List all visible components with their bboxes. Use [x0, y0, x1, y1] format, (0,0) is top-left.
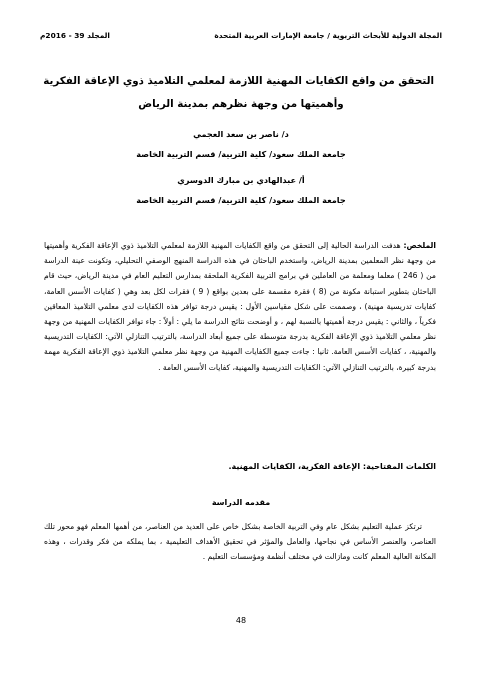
- author-name: د/ ناصر بن سعد العجمي: [193, 129, 289, 139]
- author-affiliation: جامعة الملك سعود/ كلية التربية/ قسم التربية الخاصة: [136, 149, 346, 159]
- keywords-text: الإعاقة الفكرية، الكفايات المهنية.: [228, 462, 361, 471]
- author-affiliation: جامعة الملك سعود/ كلية التربية/ قسم التربية الخاصة: [136, 195, 346, 205]
- volume-info: المجلد 39 - 2016م: [40, 31, 110, 40]
- keywords: [44, 462, 436, 471]
- journal-name: المجلة الدولية للأبحاث التربوية / جامعة الإمارات العربية المتحدة: [214, 31, 442, 40]
- intro-paragraph: ترتكز عملية التعليم بشكل عام وفي التربية الخاصة بشكل خاص على العديد من العناصر، من أهمها المعلم فهو محور تلك العناصر، والعنصر الأساس في نجاحها، والعامل والمؤثر في تحقيق الأهداف التعليمية ، بما يملكه من فكر وقدرات ، وهذه المكانة العالية المعلم كانت ومازالت في مختلف أنظمة ومؤسسات التعليم .: [44, 522, 436, 562]
- abstract-label: الملخص:: [403, 241, 436, 250]
- abstract: [44, 238, 436, 375]
- paper-title: [43, 70, 434, 116]
- section-heading: مقدمه الدراسة: [211, 498, 271, 507]
- title-line-1: التحقق من واقع الكفايات المهنية اللازمة لمعلمي التلاميذ ذوي الإعاقة الفكرية: [43, 75, 434, 87]
- keywords-label: الكلمات المفتاحية:: [362, 462, 436, 471]
- abstract-text: هدفت الدراسة الحالية إلى التحقق من واقع الكفايات المهنية اللازمة لمعلمي التلاميذ ذوي الإعاقة الفكرية وأهميتها من وجهة نظر المعلمين بمدينة الرياض، واستخدم الباحثان في هذه الدراسة المنهج الوصفي التحليلي، وتكونت عينة الدراسة من ( 246 ) معلما ومعلمة من العاملين في برامج التربية الفكرية الملحقة بمدارس التعليم العام في مدينة الرياض، حيث قام الباحثان بتطوير استبانة مكونة من (8 ) فقرة مقسمة على بعدين بواقع ( 9 ) فقرات لكل بعد وهي ( كفايات الأسس العامة، كفايات تدريسية مهنية) ، وصممت على شكل مقياسين الأول : يقيس درجة توافر هذه الكفايات لدى معلمي التلاميذ المعاقين فكرياً ، والثاني : يقيس درجة أهميتها بالنسبة لهم ، و أوضحت نتائج الدراسة ما يلي : أولاً : جاء توافر الكفايات المهنية من وجهة نظر معلمي التلاميذ ذوي الإعاقة الفكرية بدرجة متوسطة على جميع أبعاد الدراسة، بالترتيب التنازلي الآتي: الكفايات التدريسية والمهنية، ، كفايات الأسس العامة. ثانيا : جاءت جميع الكفايات المهنية من وجهة نظر معلمي التلاميذ ذوي الإعاقة الفكرية مهمة بدرجة كبيرة، بالترتيب التنازلي الآتي: الكفايات التدريسية والمهنية، كفايات الأسس العامة .: [44, 241, 437, 372]
- author-name: أ/ عبدالهادي بن مبارك الدوسري: [177, 175, 305, 185]
- title-line-2: وأهميتها من وجهة نظرهم بمدينة الرياض: [138, 98, 344, 110]
- page-number: 48: [235, 616, 247, 625]
- author-list: [48, 124, 434, 210]
